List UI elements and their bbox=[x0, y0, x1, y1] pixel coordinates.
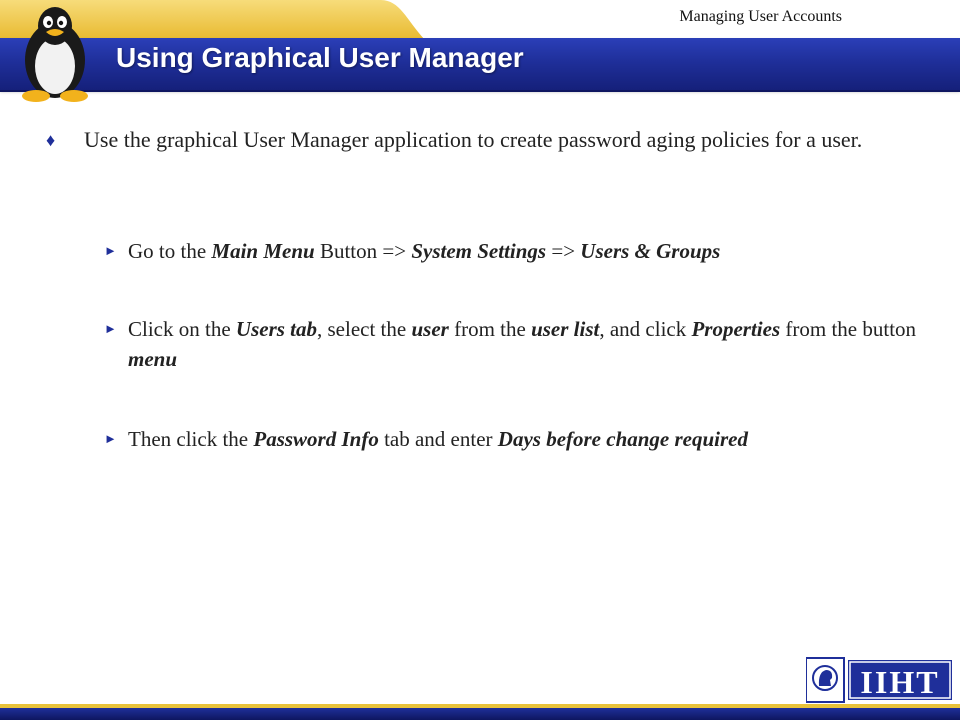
text-run: , select the bbox=[317, 317, 412, 341]
text-run: from the button bbox=[780, 317, 917, 341]
header-caption: Managing User Accounts bbox=[679, 8, 842, 25]
emphasis-run: Properties bbox=[691, 317, 781, 341]
main-bullet-text: Use the graphical User Manager application to create password aging policies for a user. bbox=[84, 127, 863, 152]
text-run: from the bbox=[448, 317, 532, 341]
emphasis-run: Password Info bbox=[253, 427, 379, 451]
sub-bullet-text bbox=[128, 236, 934, 266]
emphasis-run: Days before change required bbox=[497, 427, 748, 451]
text-run: Go to the bbox=[128, 239, 212, 263]
emphasis-run: user list bbox=[531, 317, 600, 341]
text-run: tab and enter bbox=[378, 427, 498, 451]
svg-text:IIHT: IIHT bbox=[860, 664, 940, 700]
emphasis-run: Main Menu bbox=[211, 239, 315, 263]
text-run: Click on the bbox=[128, 317, 236, 341]
text-run: , and click bbox=[599, 317, 692, 341]
slide-title: Using Graphical User Manager bbox=[116, 42, 524, 73]
emphasis-run: System Settings bbox=[411, 239, 547, 263]
iiht-logo bbox=[806, 656, 954, 704]
triangle-bullet-icon: ► bbox=[104, 431, 117, 446]
triangle-bullet-icon: ► bbox=[104, 243, 117, 258]
text-run: => bbox=[546, 239, 581, 263]
emphasis-run: menu bbox=[128, 347, 178, 371]
sub-bullet-text bbox=[128, 314, 934, 374]
triangle-bullet-icon: ► bbox=[104, 321, 117, 336]
text-run: Then click the bbox=[128, 427, 254, 451]
emphasis-run: Users & Groups bbox=[580, 239, 721, 263]
text-run: Button => bbox=[314, 239, 412, 263]
emphasis-run: Users tab bbox=[235, 317, 317, 341]
footer-bar bbox=[0, 708, 960, 720]
emphasis-run: user bbox=[411, 317, 449, 341]
sub-bullet-text bbox=[128, 424, 934, 454]
diamond-bullet-icon: ♦ bbox=[46, 130, 56, 150]
